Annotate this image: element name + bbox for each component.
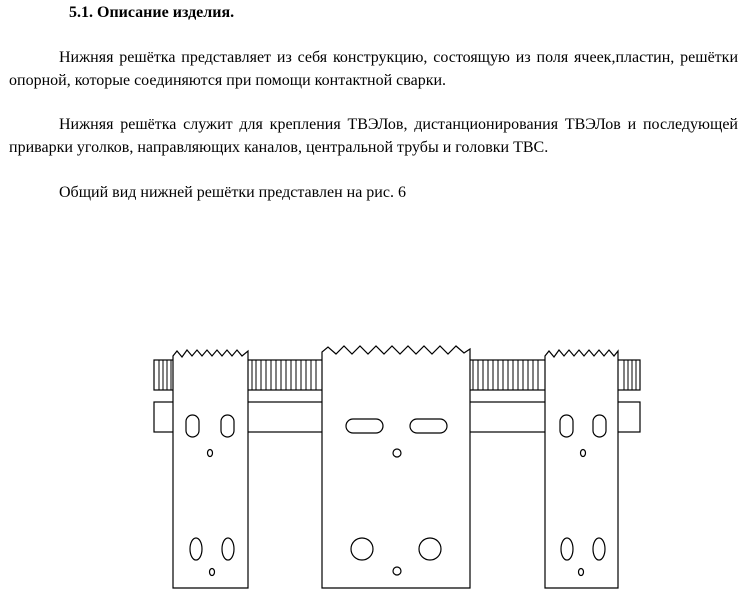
section-heading: 5.1. Описание изделия.	[69, 4, 235, 21]
left-plate	[173, 350, 248, 588]
center-plate	[322, 346, 470, 588]
paragraph-structure: Нижняя решётка представляет из себя конструкцию, состоящую из поля ячеек,пластин, решётки опорной, которые соединяются при помощи контактной сварки.	[9, 49, 738, 89]
paragraph-purpose: Нижняя решётка служит для крепления ТВЭЛов, дистанционирования ТВЭЛов и последующей приварки уголков, направляющих каналов, центральной трубы и головки ТВС.	[9, 116, 738, 156]
paragraph-figure-reference: Общий вид нижней решётки представлен на рис. 6	[59, 184, 406, 201]
right-plate	[545, 350, 618, 588]
lower-grid-drawing	[0, 330, 747, 601]
